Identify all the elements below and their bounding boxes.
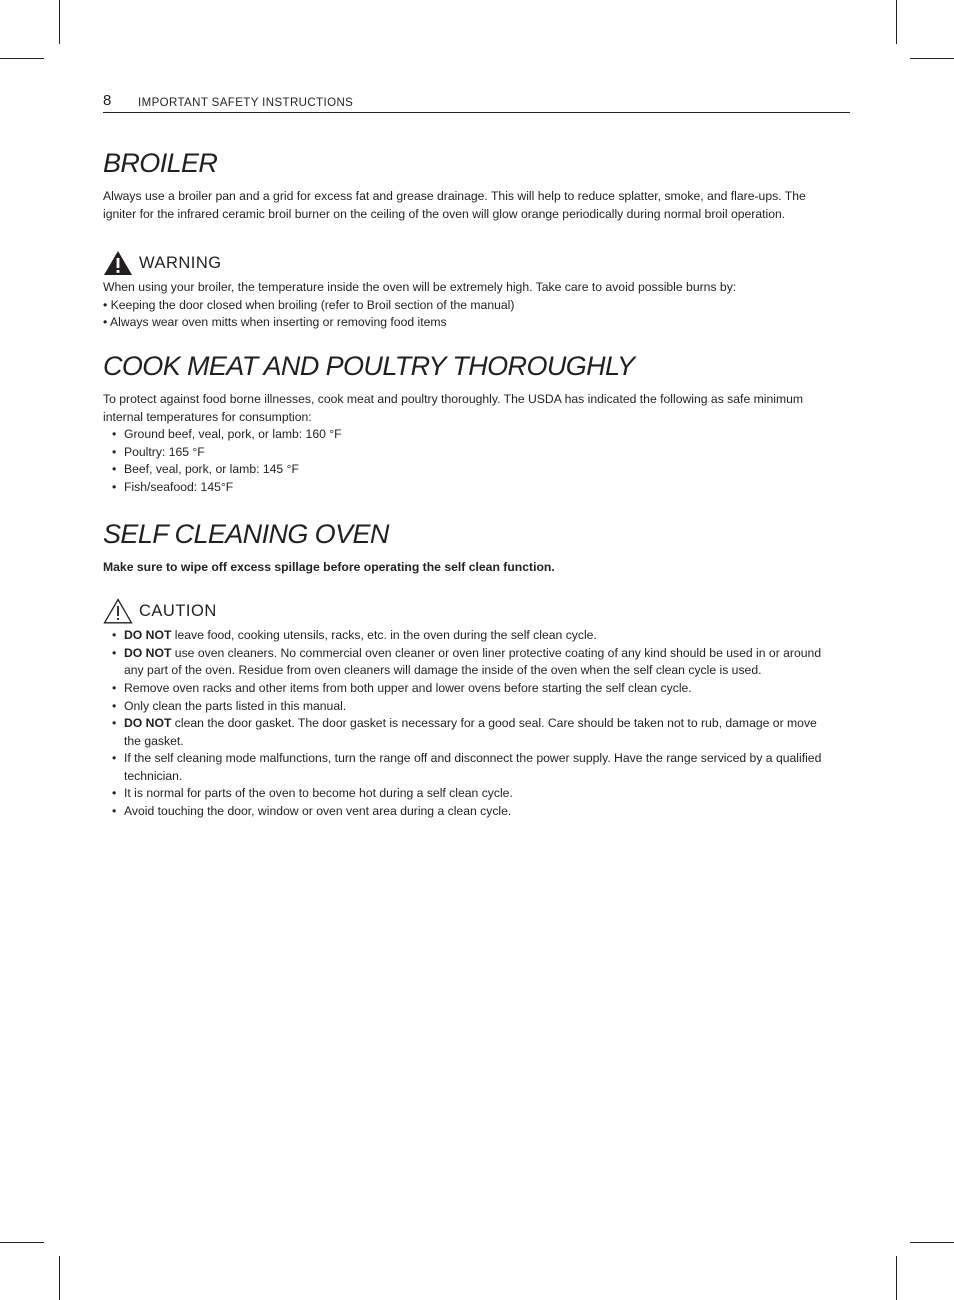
warning-triangle-icon	[103, 250, 133, 276]
page-content	[103, 146, 831, 821]
broiler-body: Always use a broiler pan and a grid for excess fat and grease drainage. This will help to reduce splatter, smoke, and flare-ups. The igniter for the infrared ceramic broil burner on the ceiling of the oven will glow orange periodically during normal broil operation.	[103, 189, 806, 221]
caution-label: CAUTION	[139, 602, 217, 621]
list-item-text: leave food, cooking utensils, racks, etc. in the oven during the self clean cycle.	[171, 628, 597, 643]
list-item-text: clean the door gasket. The door gasket is necessary for a good seal. Care should be taken not to rub, damage or move the gasket.	[124, 716, 817, 748]
self-clean-section	[103, 517, 831, 577]
cook-meat-section	[103, 349, 831, 497]
list-item: • Poultry: 165 °F	[103, 444, 831, 462]
list-item-text: Remove oven racks and other items from both upper and lower ovens before starting the self clean cycle.	[124, 680, 692, 695]
list-item: • Fish/seafood: 145°F	[103, 479, 831, 497]
self-clean-lead: Make sure to wipe off excess spillage before operating the self clean function.	[103, 559, 555, 574]
list-item	[103, 627, 831, 645]
caution-triangle-icon	[103, 598, 133, 624]
crop-mark	[910, 58, 954, 59]
crop-mark	[896, 0, 897, 44]
page-number: 8	[103, 92, 112, 109]
broiler-title: BROILER	[103, 148, 218, 178]
list-item: • Always wear oven mitts when inserting or removing food items	[103, 315, 447, 330]
list-item: • Keeping the door closed when broiling (refer to Broil section of the manual)	[103, 297, 515, 312]
list-item-text: Avoid touching the door, window or oven vent area during a clean cycle.	[124, 804, 512, 819]
crop-mark	[59, 1256, 60, 1300]
self-clean-title: SELF CLEANING OVEN	[103, 518, 389, 549]
do-not-emphasis: DO NOT	[124, 645, 172, 660]
caution-header	[103, 596, 831, 626]
cook-meat-body: To protect against food borne illnesses, cook meat and poultry thoroughly. The USDA has indicated the following as safe minimum internal temperatures for consumption:	[103, 391, 804, 424]
list-item-text: Only clean the parts listed in this manual.	[124, 698, 347, 713]
running-head: IMPORTANT SAFETY INSTRUCTIONS	[138, 97, 354, 109]
list-item-text: It is normal for parts of the oven to become hot during a self clean cycle.	[124, 786, 513, 801]
warning-intro: When using your broiler, the temperature inside the oven will be extremely high. Take care to avoid possible burns by:	[103, 280, 737, 295]
caution-block	[103, 596, 831, 821]
do-not-emphasis: DO NOT	[124, 628, 172, 643]
crop-mark	[0, 1242, 44, 1243]
crop-mark	[896, 1256, 897, 1300]
list-item	[103, 750, 831, 785]
list-item	[103, 715, 831, 750]
warning-list	[103, 297, 831, 332]
do-not-emphasis: DO NOT	[124, 716, 172, 731]
list-item	[103, 645, 831, 680]
temperature-list	[103, 426, 831, 496]
warning-label: WARNING	[139, 254, 222, 273]
list-item	[103, 803, 831, 821]
page-header	[103, 92, 850, 113]
cook-meat-title: COOK MEAT AND POULTRY THOROUGHLY	[103, 350, 635, 381]
list-item: • Ground beef, veal, pork, or lamb: 160 °F	[103, 426, 831, 444]
list-item	[103, 785, 831, 803]
list-item-text: use oven cleaners. No commercial oven cleaner or oven liner protective coating of any kind should be used in or around any part of the oven. Residue from oven cleaners will damage the inside of the oven when the self clean cycle is used.	[124, 645, 822, 678]
crop-mark	[59, 0, 60, 44]
list-item-text: If the self cleaning mode malfunctions, turn the range off and disconnect the power supply. Have the range serviced by a qualified technician.	[124, 751, 822, 783]
broiler-section	[103, 146, 831, 223]
list-item	[103, 698, 831, 716]
caution-list	[103, 627, 831, 821]
list-item: • Beef, veal, pork, or lamb: 145 °F	[103, 461, 831, 479]
warning-header	[103, 248, 831, 278]
crop-mark	[910, 1242, 954, 1243]
warning-block	[103, 248, 831, 332]
list-item	[103, 680, 831, 698]
crop-mark	[0, 58, 44, 59]
